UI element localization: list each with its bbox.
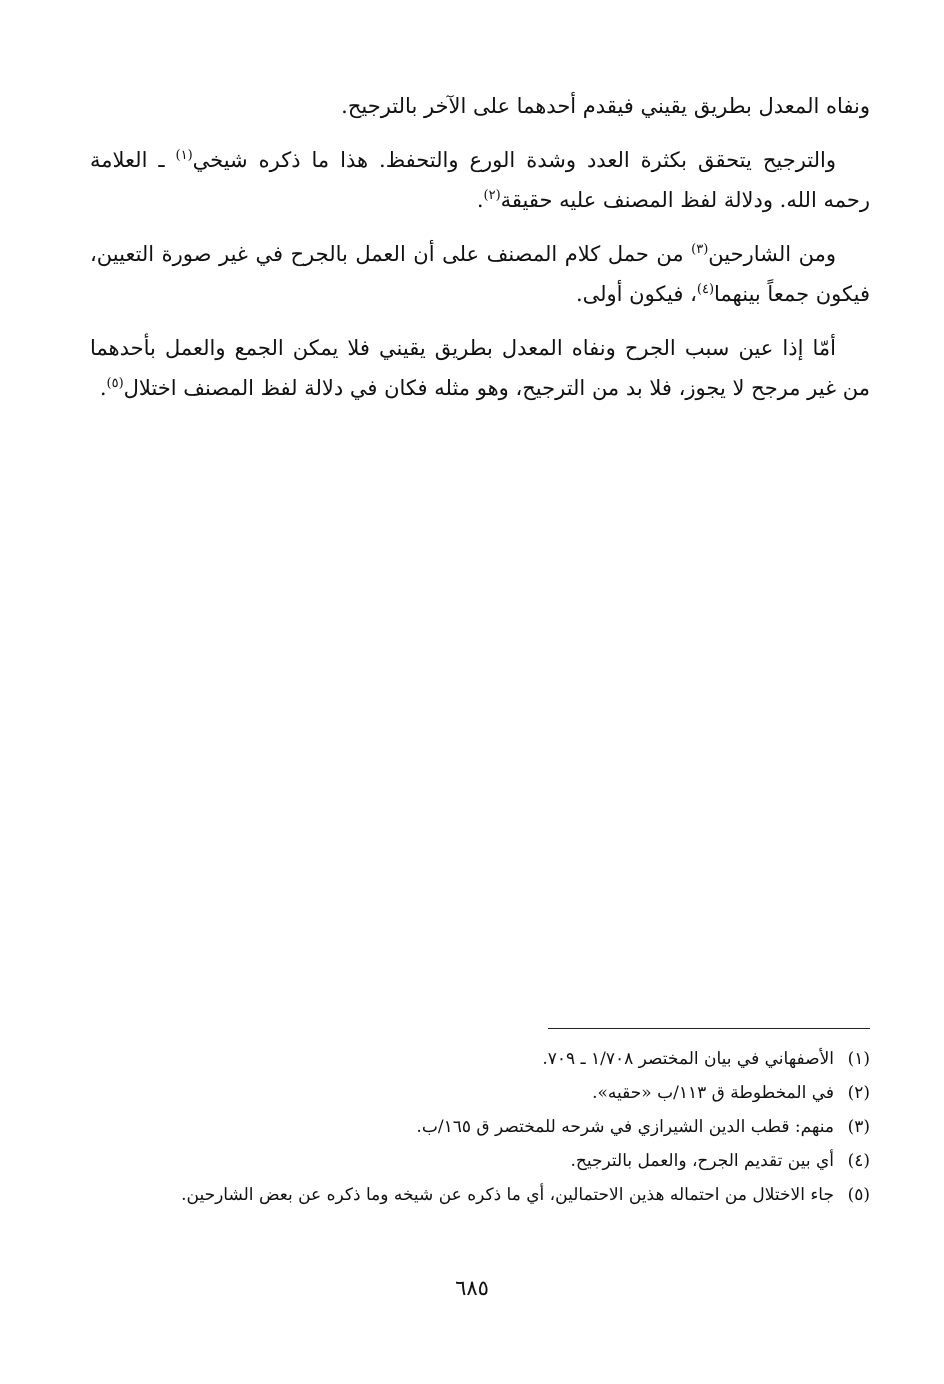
footnote-text: جاء الاختلال من احتماله هذين الاحتمالين، أي ما ذكره عن شيخه وما ذكره عن بعض الشارحين. — [181, 1185, 834, 1205]
paragraph-4-text-1: أمّا إذا عين سبب الجرح ونفاه المعدل بطريق يقيني فلا يمكن الجمع والعمل بأحدهما من غير مرجح لا يجوز، فلا بد من الترجيح، وهو مثله فكان في دلالة لفظ المصنف اختلال — [90, 336, 870, 400]
paragraph-2-text-1: والترجيح يتحقق بكثرة العدد وشدة الورع والتحفظ. هذا ما ذكره شيخي — [192, 148, 836, 172]
footnote-item — [90, 1110, 870, 1144]
footnote-number: (٥) — [847, 1185, 870, 1205]
footnote-number: (٤) — [847, 1151, 870, 1171]
paragraph-2-text-3: . — [476, 188, 484, 212]
paragraph-3-text-1: ومن الشارحين — [708, 242, 836, 266]
footnote-number: (٢) — [847, 1083, 870, 1103]
footnote-item — [90, 1144, 870, 1178]
footnote-number: (١) — [847, 1049, 870, 1069]
footnote-item — [90, 1076, 870, 1110]
footnotes — [90, 1042, 870, 1212]
footnote-number: (٣) — [847, 1117, 870, 1137]
paragraph-2 — [90, 140, 870, 220]
footnote-ref-2[interactable]: (٢) — [483, 188, 501, 203]
paragraph-1-text: ونفاه المعدل بطريق يقيني فيقدم أحدهما على الآخر بالترجيح. — [341, 94, 870, 118]
paragraph-3-text-2: من حمل كلام المصنف على أن العمل بالجرح في غير صورة التعيين، فيكون جمعاً بينهما — [90, 242, 870, 306]
page-number: ٦٨٥ — [455, 1276, 489, 1300]
footnote-ref-5[interactable]: (٥) — [106, 376, 124, 391]
footnote-item — [90, 1178, 870, 1212]
paragraph-3-text-3: ، فيكون أولى. — [575, 282, 697, 306]
paragraph-4-text-2: . — [99, 376, 107, 400]
footnote-ref-3[interactable]: (٣) — [691, 242, 709, 257]
footnote-text: الأصفهاني في بيان المختصر ١/٧٠٨ ـ ٧٠٩. — [542, 1049, 834, 1069]
footnote-text: منهم: قطب الدين الشيرازي في شرحه للمختصر ق ١٦٥/ب. — [416, 1117, 834, 1137]
paragraph-2-text-2: ـ العلامة رحمه الله. ودلالة لفظ المصنف عليه حقيقة — [90, 148, 870, 212]
footnote-text: أي بين تقديم الجرح، والعمل بالترجيح. — [570, 1151, 834, 1171]
footnote-text: في المخطوطة ق ١١٣/ب «حقيه». — [592, 1083, 834, 1103]
footnote-item — [90, 1042, 870, 1076]
paragraph-1 — [90, 86, 870, 126]
paragraph-3 — [90, 234, 870, 314]
paragraph-4 — [90, 328, 870, 408]
footnote-ref-4[interactable]: (٤) — [696, 282, 715, 297]
footnote-ref-1[interactable]: (١) — [175, 148, 193, 163]
footnote-separator — [548, 1028, 870, 1029]
main-text — [90, 86, 870, 422]
